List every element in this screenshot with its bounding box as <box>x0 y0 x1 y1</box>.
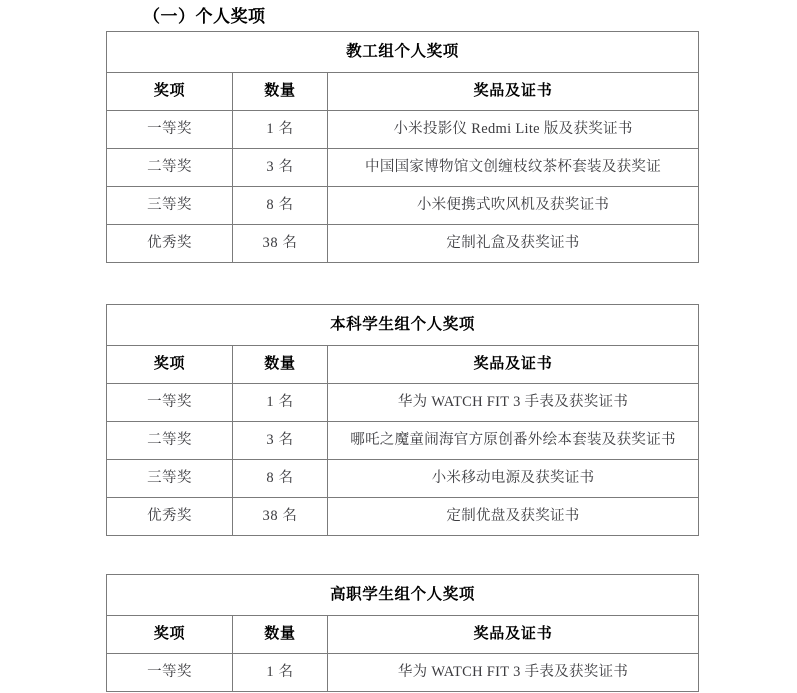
cell-award: 优秀奖 <box>107 498 233 536</box>
table-title-row <box>107 305 699 346</box>
column-header-prize: 奖品及证书 <box>328 616 699 654</box>
cell-award: 三等奖 <box>107 187 233 225</box>
cell-prize: 哪吒之魔童闹海官方原创番外绘本套装及获奖证书 <box>328 422 699 460</box>
column-header-prize: 奖品及证书 <box>328 346 699 384</box>
column-header-prize: 奖品及证书 <box>328 73 699 111</box>
table-header-row <box>107 73 699 111</box>
table-row <box>107 187 699 225</box>
column-header-award: 奖项 <box>107 346 233 384</box>
cell-award: 二等奖 <box>107 149 233 187</box>
table-title: 本科学生组个人奖项 <box>107 305 699 346</box>
column-header-award: 奖项 <box>107 73 233 111</box>
award-table-vocational <box>106 574 699 692</box>
column-header-count: 数量 <box>233 616 328 654</box>
award-table-undergraduate <box>106 304 699 536</box>
cell-count: 1 名 <box>233 111 328 149</box>
table-row <box>107 460 699 498</box>
table-title-row <box>107 32 699 73</box>
cell-prize: 定制优盘及获奖证书 <box>328 498 699 536</box>
cell-award: 二等奖 <box>107 422 233 460</box>
column-header-count: 数量 <box>233 73 328 111</box>
cell-count: 3 名 <box>233 149 328 187</box>
cell-count: 8 名 <box>233 187 328 225</box>
cell-count: 8 名 <box>233 460 328 498</box>
table-row <box>107 498 699 536</box>
cell-award: 一等奖 <box>107 654 233 692</box>
table-title: 教工组个人奖项 <box>107 32 699 73</box>
table-row <box>107 149 699 187</box>
cell-count: 1 名 <box>233 384 328 422</box>
cell-award: 一等奖 <box>107 111 233 149</box>
table-row <box>107 111 699 149</box>
cell-award: 三等奖 <box>107 460 233 498</box>
table-title-row <box>107 575 699 616</box>
cell-prize: 小米投影仪 Redmi Lite 版及获奖证书 <box>328 111 699 149</box>
table-title: 高职学生组个人奖项 <box>107 575 699 616</box>
column-header-award: 奖项 <box>107 616 233 654</box>
cell-prize: 中国国家博物馆文创缠枝纹茶杯套装及获奖证 <box>328 149 699 187</box>
cell-prize: 小米移动电源及获奖证书 <box>328 460 699 498</box>
table-header-row <box>107 346 699 384</box>
cell-count: 1 名 <box>233 654 328 692</box>
cell-count: 38 名 <box>233 498 328 536</box>
cell-count: 38 名 <box>233 225 328 263</box>
cell-prize: 华为 WATCH FIT 3 手表及获奖证书 <box>328 654 699 692</box>
table-row <box>107 384 699 422</box>
cell-prize: 小米便携式吹风机及获奖证书 <box>328 187 699 225</box>
cell-prize: 定制礼盒及获奖证书 <box>328 225 699 263</box>
column-header-count: 数量 <box>233 346 328 384</box>
table-row <box>107 225 699 263</box>
table-header-row <box>107 616 699 654</box>
table-row <box>107 654 699 692</box>
cell-award: 一等奖 <box>107 384 233 422</box>
section-heading: （一）个人奖项 <box>143 7 266 26</box>
cell-prize: 华为 WATCH FIT 3 手表及获奖证书 <box>328 384 699 422</box>
cell-award: 优秀奖 <box>107 225 233 263</box>
cell-count: 3 名 <box>233 422 328 460</box>
award-table-staff <box>106 31 699 263</box>
table-row <box>107 422 699 460</box>
